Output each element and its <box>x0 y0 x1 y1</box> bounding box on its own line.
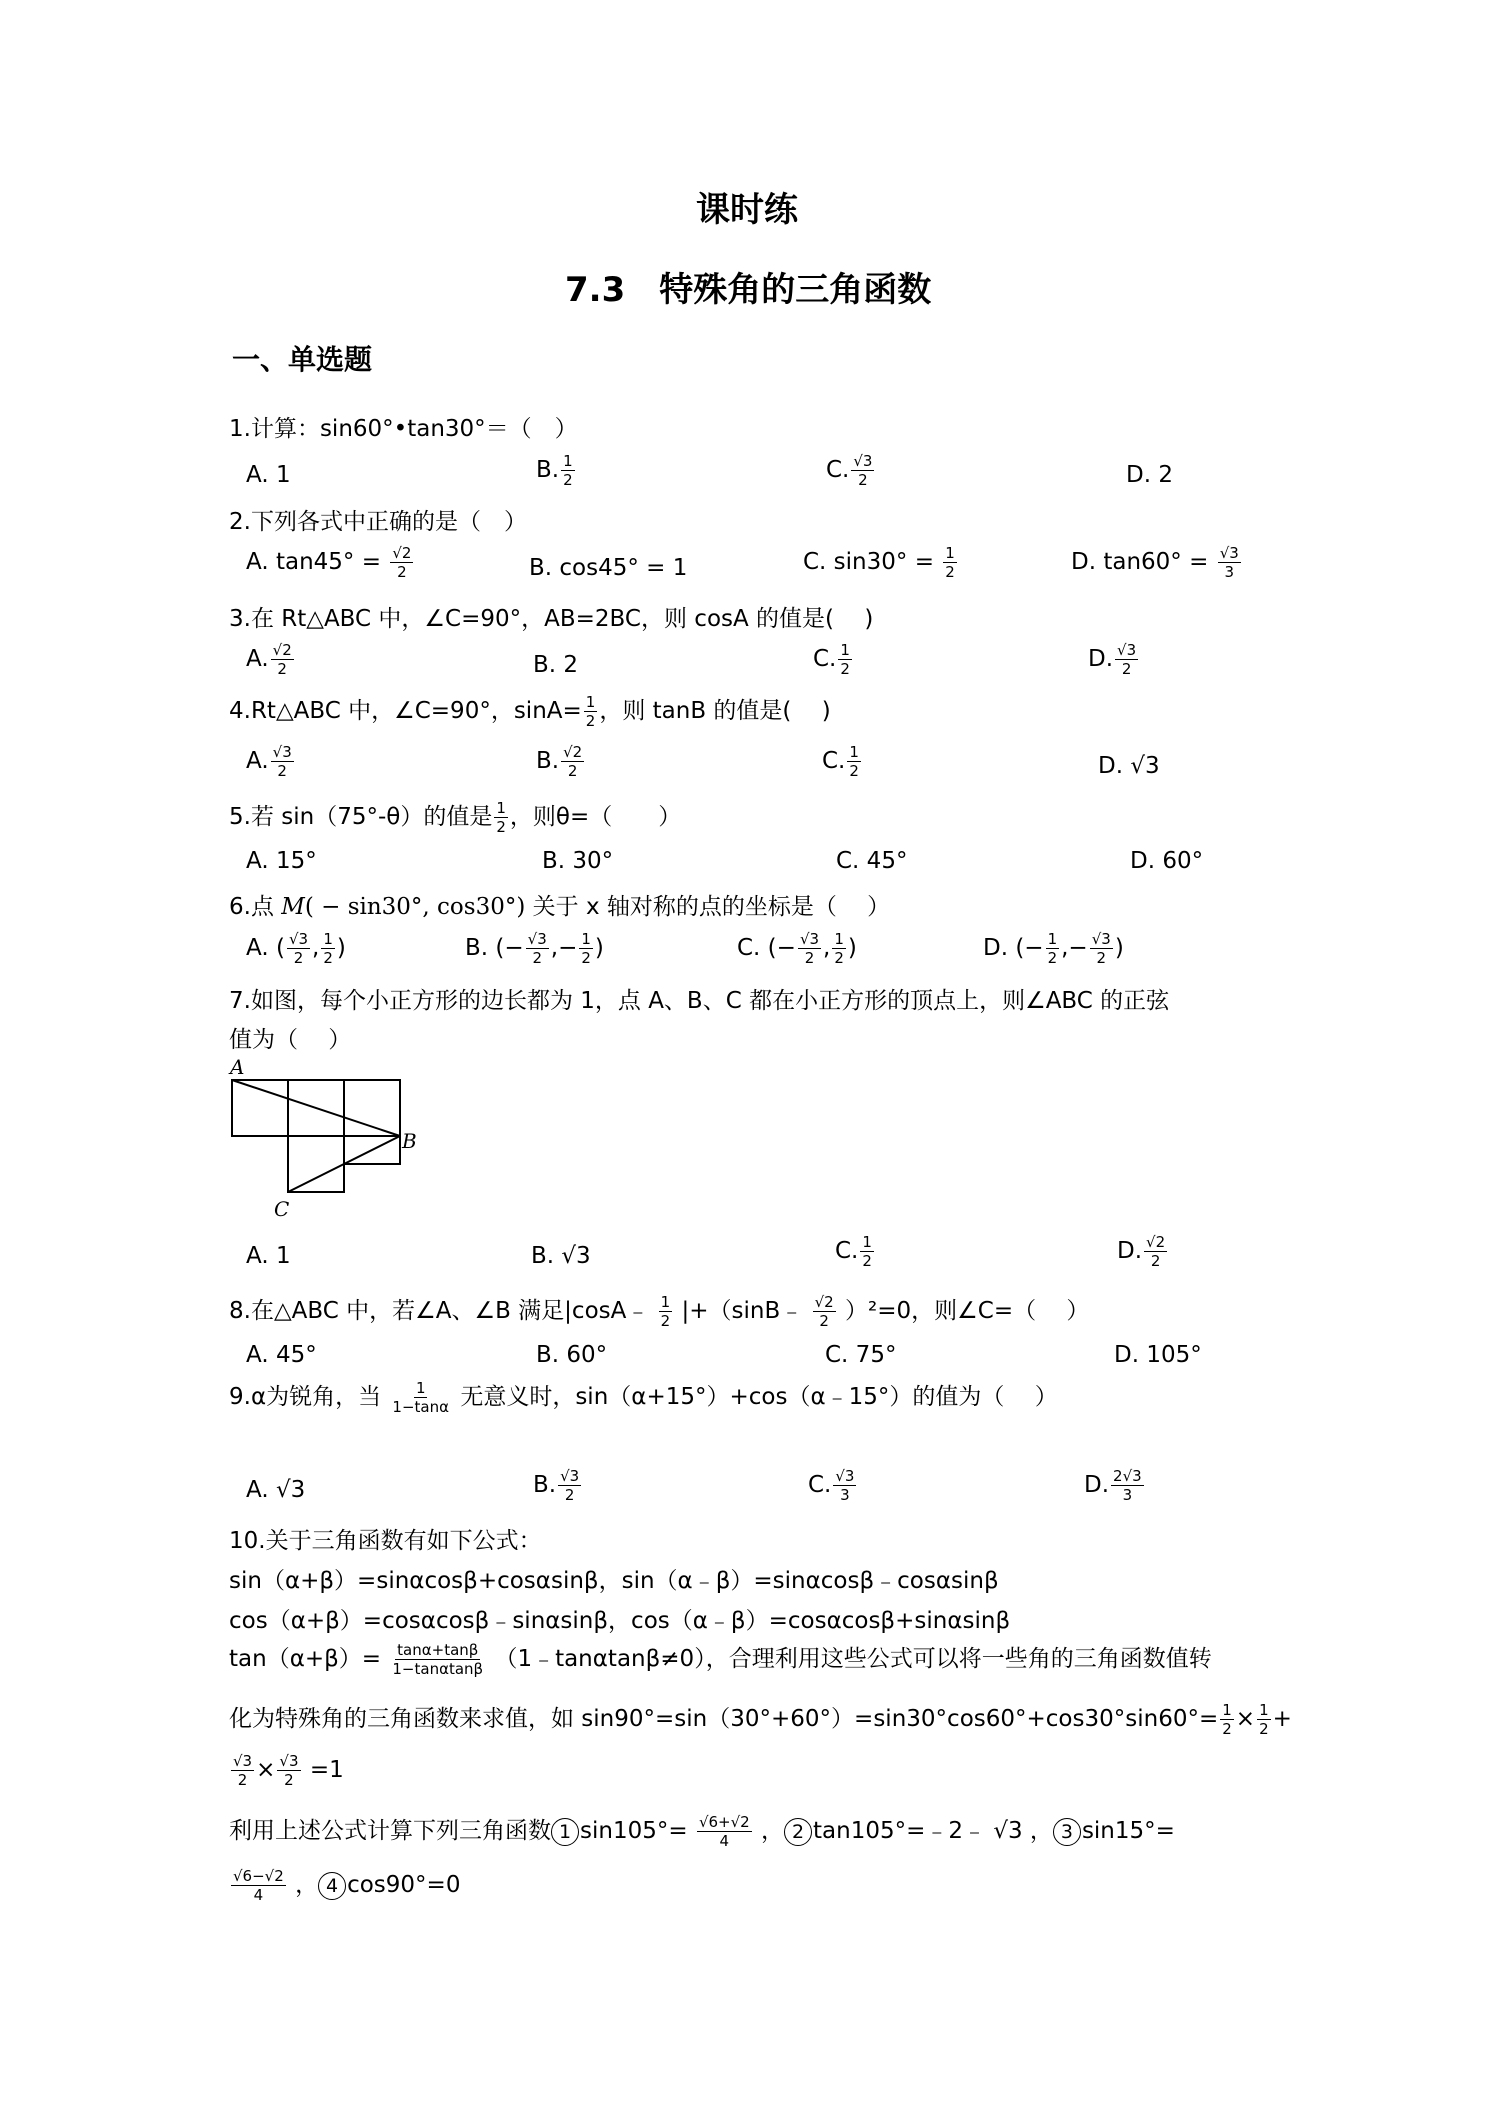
doc-title: 课时练 <box>696 190 798 230</box>
circled-2: 2 <box>784 1818 812 1846</box>
q4-option-b: B. $\frac{√2}{2}$ <box>536 743 583 780</box>
question-10-line3: cos（α+β）=cosαcosβ﹣sinαsinβ，cos（α﹣β）=cosαcosβ+sinαsinβ <box>229 1608 1011 1634</box>
circled-1: 1 <box>551 1818 579 1846</box>
q8-option-c: C. 75° <box>825 1342 897 1368</box>
q4-option-a: A. $\frac{√3}{2}$ <box>246 743 292 780</box>
circled-4: 4 <box>318 1872 346 1900</box>
question-10-line8: $\frac{√6-√2}{4}$ ， 4 cos90°=0 <box>233 1867 461 1904</box>
q9-option-a: A. √3 <box>246 1477 306 1503</box>
question-10-line2: sin（α+β）=sinαcosβ+cosαsinβ，sin（α﹣β）=sinαcosβ﹣cosαsinβ <box>229 1568 999 1594</box>
question-3-stem: 3.在 Rt△ABC 中，∠C=90°，AB=2BC，则 cosA 的值是( ) <box>229 606 874 632</box>
q9-option-c: C. $\frac{√3}{3}$ <box>808 1467 855 1504</box>
q3-option-d: D. $\frac{√3}{2}$ <box>1088 641 1137 678</box>
question-6-stem: 6.点 M( − sin30°, cos30°) 关于 x 轴对称的点的坐标是（ ） <box>229 894 891 920</box>
q5-option-b: B. 30° <box>542 848 614 874</box>
q5-option-a: A. 15° <box>246 848 317 874</box>
question-5-stem: 5.若 sin（75°-θ）的值是 $\frac{1}{2}$ ，则θ=（ ） <box>229 799 682 836</box>
q1-option-a: A. 1 <box>246 462 291 488</box>
q4-option-d: D. √3 <box>1098 753 1160 779</box>
q2-option-d: D. tan60° = $\frac{√3}{3}$ <box>1071 544 1239 581</box>
question-7-stem-line1: 7.如图，每个小正方形的边长都为 1，点 A、B、C 都在小正方形的顶点上，则∠ABC 的正弦 <box>229 988 1170 1014</box>
q2-option-b: B. cos45° = 1 <box>529 555 688 581</box>
q8-option-b: B. 60° <box>536 1342 608 1368</box>
q6-option-b: B. (− $\frac{√3}{2}$ ,− $\frac{1}{2}$ ) <box>465 930 604 967</box>
q1-option-b: B. $\frac{1}{2}$ <box>536 452 573 489</box>
q7-option-a: A. 1 <box>246 1243 291 1269</box>
q8-option-d: D. 105° <box>1114 1342 1202 1368</box>
question-2-stem: 2.下列各式中正确的是（ ） <box>229 509 527 535</box>
question-8-stem: 8.在△ABC 中，若∠A、∠B 满足|cosA﹣ $\frac{1}{2}$ |+（sinB﹣ $\frac{√2}{2}$ ）²=0，则∠C=（ ） <box>229 1293 1090 1330</box>
q9-option-b: B. $\frac{√3}{2}$ <box>533 1467 580 1504</box>
q7-grid-figure <box>220 1052 430 1222</box>
q2-option-a: A. tan45° = $\frac{√2}{2}$ <box>246 544 412 581</box>
q8-option-a: A. 45° <box>246 1342 317 1368</box>
question-10-line7: 利用上述公式计算下列三角函数 1 sin105°= $\frac{√6+√2}{4}$ ， 2 tan105°=﹣2﹣ √3 ， 3 sin15°= <box>229 1813 1175 1850</box>
question-1-stem: 1.计算：sin60°•tan30°＝（ ） <box>229 416 578 442</box>
q2-option-c: C. sin30° = $\frac{1}{2}$ <box>803 544 955 581</box>
q3-option-a: A. $\frac{√2}{2}$ <box>246 641 292 678</box>
q3-option-c: C. $\frac{1}{2}$ <box>813 641 850 678</box>
question-10-line6: $\frac{√3}{2}$ × $\frac{√3}{2}$ =1 <box>233 1752 344 1789</box>
doc-subtitle: 7.3 特殊角的三角函数 <box>565 270 932 310</box>
q1-option-c: C. $\frac{√3}{2}$ <box>826 452 873 489</box>
question-7-stem-line2: 值为（ ） <box>229 1027 352 1053</box>
q4-option-c: C. $\frac{1}{2}$ <box>822 743 859 780</box>
question-4-stem: 4.Rt△ABC 中，∠C=90°，sinA= $\frac{1}{2}$ ，则 tanB 的值是( ) <box>229 693 831 730</box>
q6-option-a: A. ( $\frac{√3}{2}$ , $\frac{1}{2}$ ) <box>246 930 346 967</box>
q5-option-d: D. 60° <box>1130 848 1204 874</box>
q6-point-m: M( − sin30°, cos30°) <box>281 894 526 920</box>
circled-3: 3 <box>1053 1818 1081 1846</box>
section-heading: 一、单选题 <box>232 343 373 376</box>
q7-label-b: B <box>402 1129 417 1153</box>
q5-option-c: C. 45° <box>836 848 908 874</box>
q7-option-c: C. $\frac{1}{2}$ <box>835 1233 872 1270</box>
question-10-line4: tan（α+β）= $\frac{\tan\alpha+\tan\beta}{1-\tan\alpha\tan\beta}$ （1﹣tanαtanβ≠0），合理利用这些公式可以将一些角的三角函数值转 <box>229 1641 1212 1678</box>
q6-option-d: D. (− $\frac{1}{2}$ ,− $\frac{√3}{2}$ ) <box>983 930 1124 967</box>
q7-option-b: B. √3 <box>531 1243 591 1269</box>
q7-option-d: D. $\frac{√2}{2}$ <box>1117 1233 1166 1270</box>
q6-option-c: C. (− $\frac{√3}{2}$ , $\frac{1}{2}$ ) <box>737 930 857 967</box>
q1-option-d: D. 2 <box>1126 462 1173 488</box>
q7-label-a: A <box>230 1055 245 1079</box>
q3-option-b: B. 2 <box>533 652 579 678</box>
question-9-stem: 9.α为锐角，当 $\frac{1}{1-\tan\alpha}$ 无意义时，sin（α+15°）+cos（α﹣15°）的值为（ ） <box>229 1379 1058 1416</box>
q9-option-d: D. $\frac{2√3}{3}$ <box>1084 1467 1142 1504</box>
question-10-line1: 10.关于三角函数有如下公式： <box>229 1528 542 1554</box>
question-10-line5: 化为特殊角的三角函数来求值，如 sin90°=sin（30°+60°）=sin30°cos60°+cos30°sin60°= $\frac{1}{2}$ × $\frac{1}{2}$ + <box>229 1701 1292 1738</box>
q7-label-c: C <box>274 1197 290 1221</box>
